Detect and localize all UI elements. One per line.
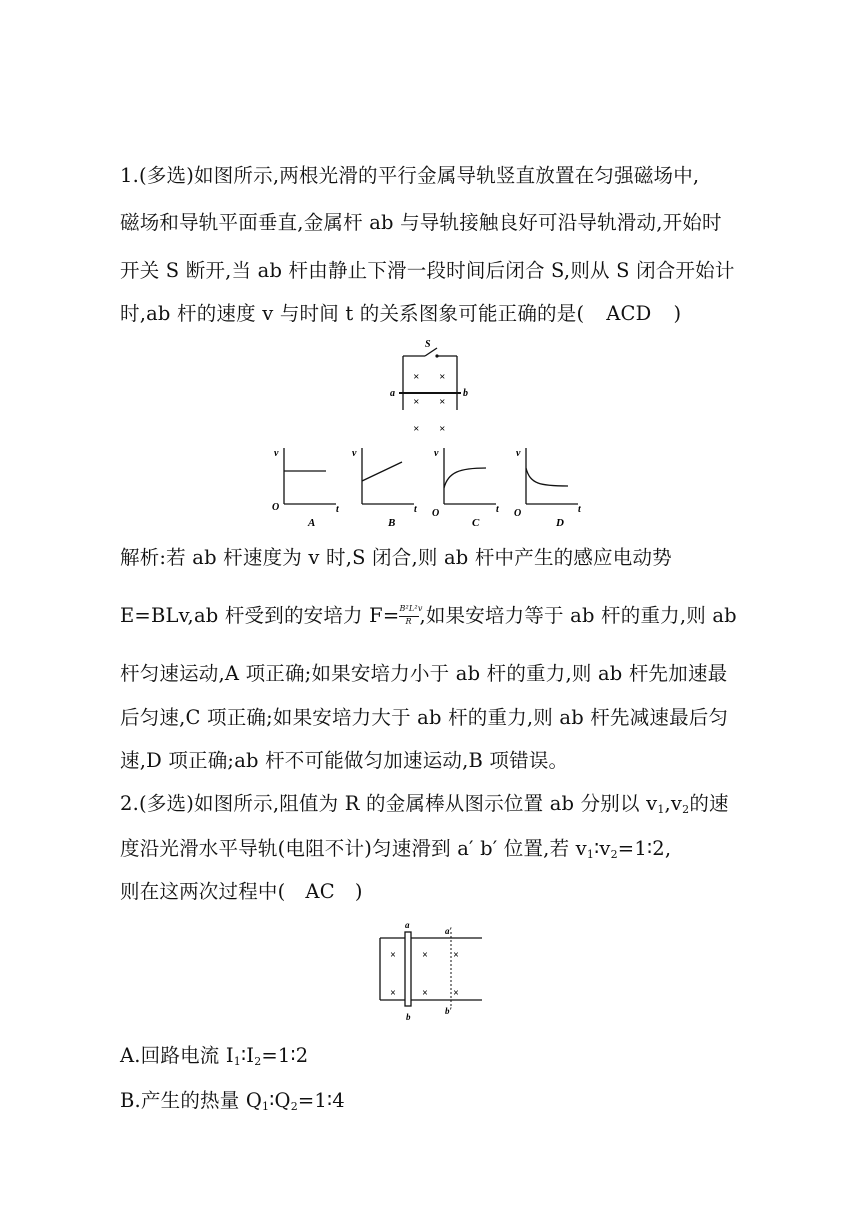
q1-line-2: 磁场和导轨平面垂直,金属杆 ab 与导轨接触良好可沿导轨滑动,开始时 [120, 211, 722, 234]
q1-analysis-line-1: 解析:若 ab 杆速度为 v 时,S 闭合,则 ab 杆中产生的感应电动势 [120, 546, 672, 569]
q1-graph-b [348, 444, 428, 528]
q1-answer: ACD [606, 302, 652, 325]
q1-analysis-line-4: 后匀速,C 项正确;如果安培力大于 ab 杆的重力,则 ab 杆先减速最后匀 [120, 706, 729, 729]
q2-line-2-mid: ∶v [594, 837, 611, 860]
q2-option-a-mid: ∶I [241, 1044, 255, 1067]
q1-graph-c [430, 444, 510, 528]
q2-field-mark: × [453, 988, 459, 999]
q1-field-mark: × [413, 371, 420, 383]
q2-option-b-mid: ∶Q [269, 1089, 291, 1112]
q1-graph-d-v-label: v [516, 448, 521, 459]
q1-field-mark: × [413, 396, 420, 408]
q1-force-fraction [399, 603, 423, 627]
q1-graph-c-label: C [472, 517, 480, 528]
q1-graph-d-label: D [556, 517, 564, 528]
q1-line-1: 1.(多选)如图所示,两根光滑的平行金属导轨竖直放置在匀强磁场中, [120, 164, 700, 187]
q1-analysis-force-text: E=BLv,ab 杆受到的安培力 F= [120, 604, 400, 627]
q2-line-2-text: 度沿光滑水平导轨(电阻不计)匀速滑到 a′ b′ 位置,若 v [120, 837, 587, 860]
q1-graph-a-label: A [308, 517, 316, 528]
q2-sub: 1 [262, 1100, 270, 1113]
q2-stem-end: 则在这两次过程中( [120, 880, 286, 903]
q2-sub: 2 [610, 848, 618, 861]
q2-rail-figure [372, 918, 488, 1026]
q2-option-a-end: =1∶2 [261, 1044, 309, 1067]
q2-option-a [120, 1040, 308, 1068]
q2-field-mark: × [422, 988, 428, 999]
q2-rod-label-b: b [406, 1012, 411, 1022]
q1-analysis-line-3: 杆匀速运动,A 项正确;如果安培力小于 ab 杆的重力,则 ab 杆先加速最 [120, 662, 728, 685]
q1-close-paren: ) [673, 302, 682, 325]
q2-field-mark: × [390, 988, 396, 999]
q1-graph-b-v-label: v [352, 448, 357, 459]
q1-graph-b-label: B [388, 517, 396, 528]
q2-field-mark: × [390, 950, 396, 961]
q2-answer: AC [305, 880, 335, 903]
q1-rod-label-b: b [463, 388, 468, 399]
q2-line-1 [120, 788, 729, 816]
q1-line-4 [120, 298, 681, 326]
q2-sub: 2 [290, 1100, 298, 1113]
q1-graph-a-v-label: v [274, 448, 279, 459]
q1-field-mark: × [439, 396, 446, 408]
q1-switch-label: S [425, 339, 431, 350]
q2-sub: 2 [682, 803, 690, 816]
q2-line-2 [120, 833, 671, 861]
q1-line-3: 开关 S 断开,当 ab 杆由静止下滑一段时间后闭合 S,则从 S 闭合开始计 [120, 259, 735, 282]
q1-graph-a-origin: O [272, 502, 280, 513]
q2-option-b-end: =1∶4 [297, 1089, 345, 1112]
q2-line-2-end: =1∶2, [617, 837, 672, 860]
q2-option-a-text: A.回路电流 I [120, 1044, 234, 1067]
q1-fraction-numerator: B²L²v [399, 603, 423, 613]
q2-rod-label-a: a [405, 920, 410, 930]
q2-sub: 1 [233, 1055, 241, 1068]
q2-field-mark: × [422, 950, 428, 961]
q1-graph-d-t-label: t [578, 504, 581, 515]
q1-analysis-line-2-end: ,如果安培力等于 ab 杆的重力,则 ab [419, 604, 737, 627]
q2-field-mark: × [453, 950, 459, 961]
q2-close-paren: ) [354, 880, 363, 903]
q2-sub: 2 [254, 1055, 262, 1068]
q1-graph-c-v-label: v [434, 448, 439, 459]
q1-graph-b-t-label: t [414, 504, 417, 515]
q2-line-3 [120, 876, 363, 904]
q1-analysis-line-2 [120, 600, 737, 628]
q1-analysis-line-5: 速,D 项正确;ab 杆不可能做匀加速运动,B 项错误。 [120, 749, 569, 772]
q1-graph-c-origin: O [432, 508, 440, 519]
q1-field-mark: × [439, 423, 446, 435]
q1-graph-c-t-label: t [496, 504, 499, 515]
q1-graph-a [268, 444, 348, 528]
q2-line-1-end: 的速 [689, 792, 729, 815]
q2-rod-label-a-prime: a′ [445, 926, 453, 936]
q1-graph-a-t-label: t [336, 504, 339, 515]
q2-line-1-mid: ,v [664, 792, 683, 815]
q1-rod-label-a: a [390, 388, 395, 399]
q1-graph-d-origin: O [514, 508, 522, 519]
q1-fraction-denominator: R [405, 616, 412, 626]
q1-field-mark: × [439, 371, 446, 383]
q2-option-b-text: B.产生的热量 Q [120, 1089, 263, 1112]
q2-sub: 1 [657, 803, 665, 816]
q1-stem-end: 时,ab 杆的速度 v 与时间 t 的关系图象可能正确的是( [120, 302, 585, 325]
q2-rod-label-b-prime: b′ [445, 1006, 453, 1016]
q2-sub: 1 [586, 848, 595, 861]
q1-field-mark: × [413, 423, 420, 435]
q2-line-1-text: 2.(多选)如图所示,阻值为 R 的金属棒从图示位置 ab 分别以 v [120, 792, 658, 815]
q1-graph-d [512, 444, 592, 528]
q1-circuit-figure [385, 338, 485, 438]
q2-option-b [120, 1085, 345, 1113]
